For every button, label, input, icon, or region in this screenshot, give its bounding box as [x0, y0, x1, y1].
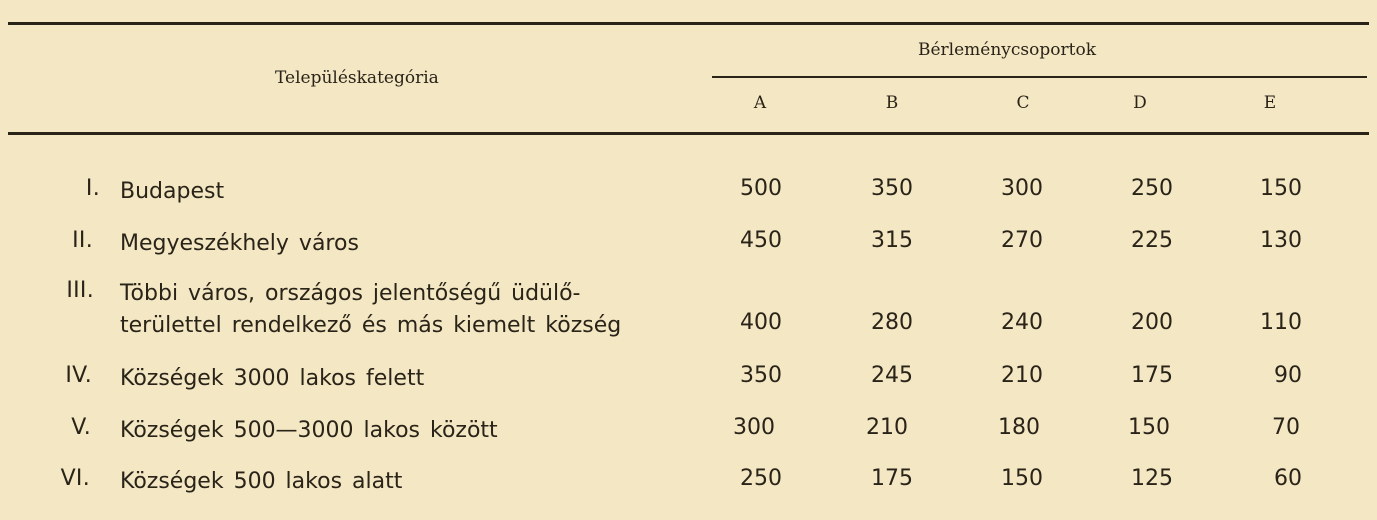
row-label: Községek 500 lakos alatt — [120, 469, 403, 494]
cell-e: 130 — [1260, 228, 1302, 253]
table-row — [0, 363, 1377, 417]
column-header-c: C — [1016, 93, 1030, 113]
column-header-d: D — [1133, 93, 1147, 113]
column-header-b: B — [885, 93, 899, 113]
cell-d: 200 — [1131, 310, 1173, 335]
cell-c: 300 — [1001, 176, 1043, 201]
row-label-line-1: Többi város, országos jelentőségű üdülő- — [120, 281, 581, 306]
cell-d: 175 — [1131, 363, 1173, 388]
column-header-e: E — [1263, 93, 1277, 113]
cell-d: 125 — [1131, 466, 1173, 491]
header-bottom-rule — [8, 132, 1369, 135]
cell-b: 280 — [871, 310, 913, 335]
cell-b: 210 — [866, 415, 908, 440]
cell-a: 400 — [740, 310, 782, 335]
row-label: Községek 3000 lakos felett — [120, 366, 425, 391]
table-row — [0, 278, 1377, 342]
cell-e: 150 — [1260, 176, 1302, 201]
row-label: Megyeszékhely város — [120, 231, 359, 256]
cell-c: 180 — [998, 415, 1040, 440]
cell-a: 250 — [740, 466, 782, 491]
row-number: III. — [66, 278, 94, 303]
cell-b: 175 — [871, 466, 913, 491]
table-row — [0, 176, 1377, 230]
table-row — [0, 466, 1377, 520]
cell-e: 110 — [1260, 310, 1302, 335]
row-number: IV. — [65, 363, 92, 388]
table-row — [0, 415, 1377, 469]
column-header-a: A — [753, 93, 767, 113]
table-row — [0, 228, 1377, 282]
group-rule — [712, 76, 1367, 78]
cell-c: 150 — [1001, 466, 1043, 491]
row-number: VI. — [60, 466, 90, 491]
cell-e: 60 — [1274, 466, 1302, 491]
cell-a: 350 — [740, 363, 782, 388]
cell-d: 250 — [1131, 176, 1173, 201]
row-label: Községek 500—3000 lakos között — [120, 418, 498, 443]
row-number: II. — [72, 228, 93, 253]
row-number: I. — [85, 176, 100, 201]
cell-b: 315 — [871, 228, 913, 253]
cell-a: 500 — [740, 176, 782, 201]
cell-c: 210 — [1001, 363, 1043, 388]
row-label: Budapest — [120, 179, 225, 204]
row-number: V. — [71, 415, 91, 440]
cell-e: 90 — [1274, 363, 1302, 388]
cell-b: 350 — [871, 176, 913, 201]
row-label-line-2: területtel rendelkező és más kiemelt község — [120, 313, 622, 338]
cell-c: 270 — [1001, 228, 1043, 253]
cell-d: 150 — [1128, 415, 1170, 440]
cell-d: 225 — [1131, 228, 1173, 253]
cell-b: 245 — [871, 363, 913, 388]
category-header: Településkategória — [275, 68, 439, 88]
top-rule — [8, 22, 1369, 25]
cell-c: 240 — [1001, 310, 1043, 335]
cell-a: 300 — [733, 415, 775, 440]
cell-a: 450 — [740, 228, 782, 253]
group-header: Bérleménycsoportok — [918, 40, 1097, 60]
cell-e: 70 — [1272, 415, 1300, 440]
